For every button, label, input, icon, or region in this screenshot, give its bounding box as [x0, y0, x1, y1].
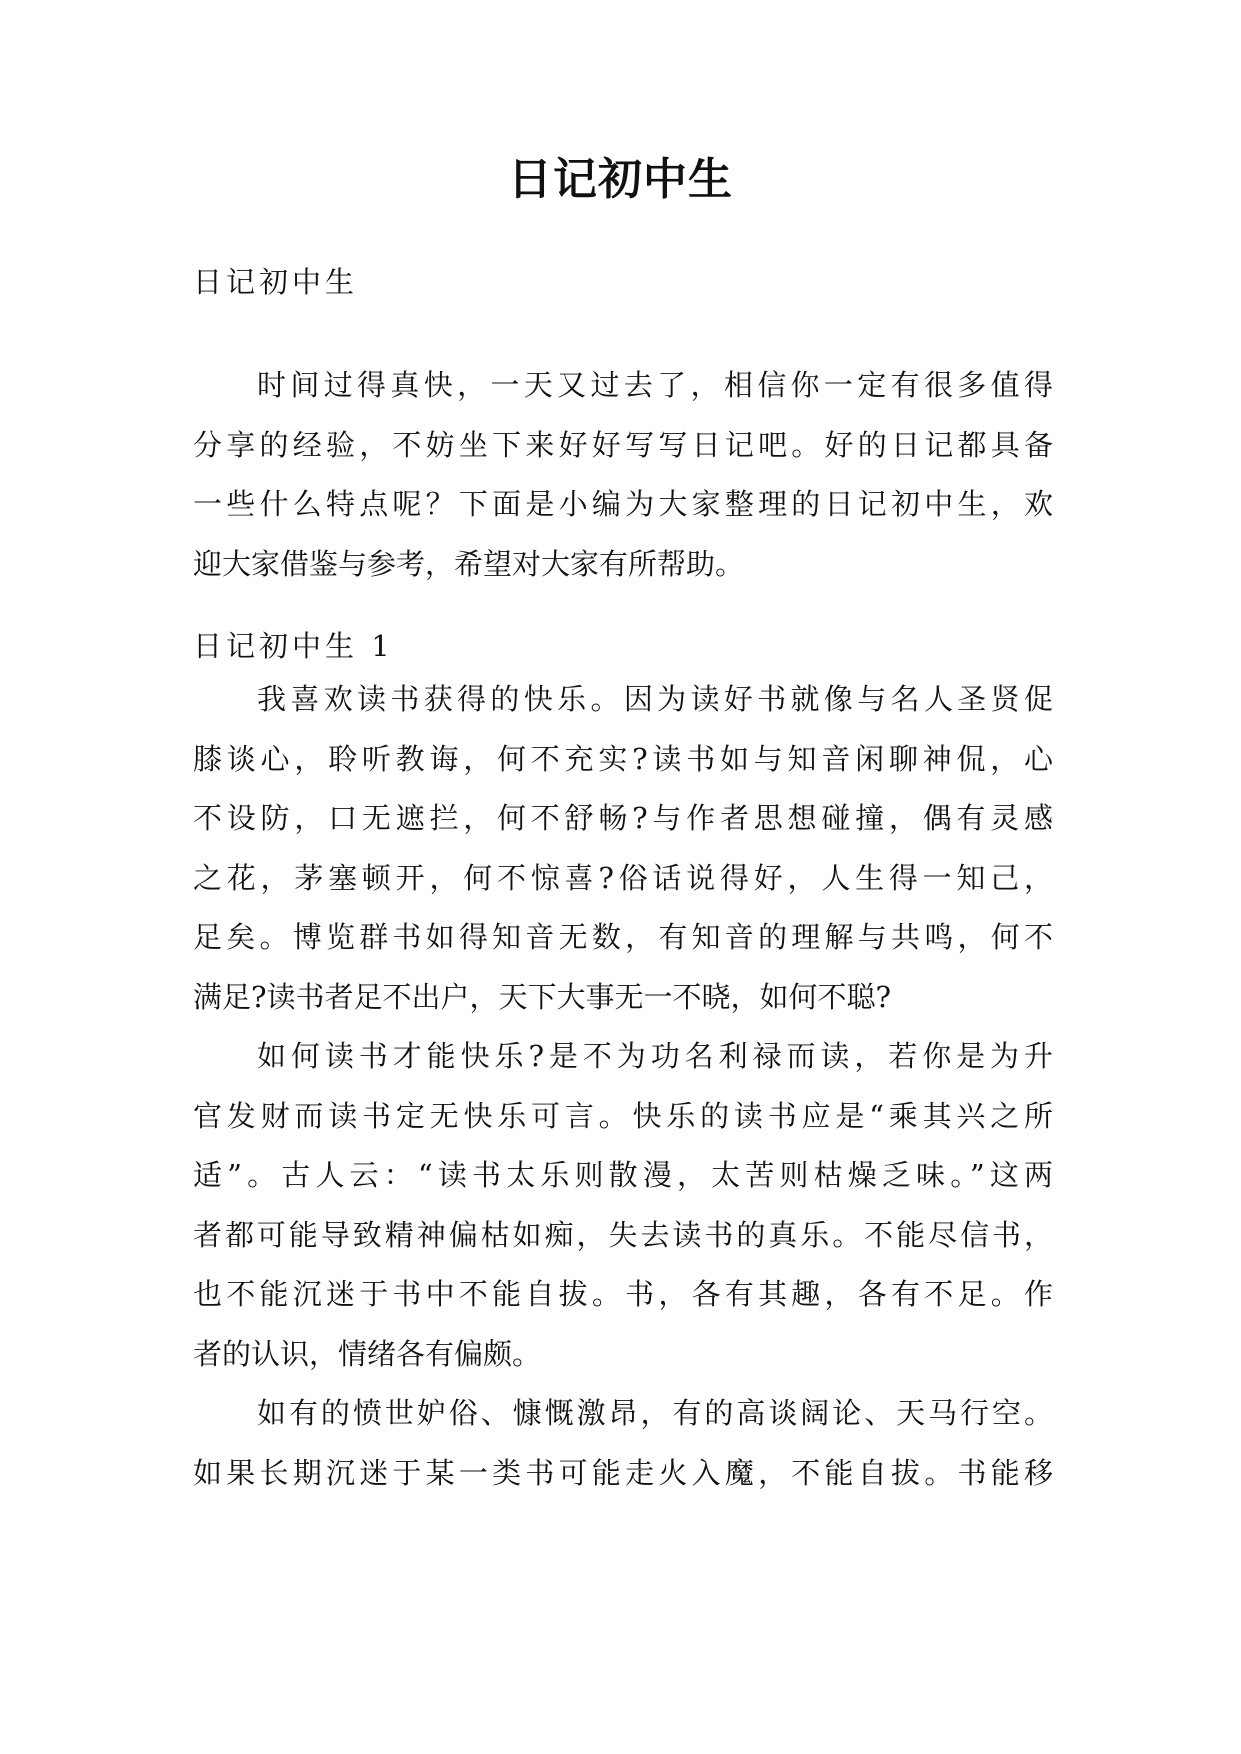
- paragraph-line: 如有的愤世妒俗、慷慨激昂，有的高谈阔论、天马行空。: [257, 1396, 1053, 1430]
- paragraph-3: [193, 1384, 1053, 1503]
- intro-line: 时间过得真快，一天又过去了，相信你一定有很多值得: [257, 368, 1053, 402]
- intro-line: 迎大家借鉴与参考，希望对大家有所帮助。: [193, 546, 745, 581]
- paragraph-line: 不设防，口无遮拦，何不舒畅?与作者思想碰撞，偶有灵感: [193, 801, 1053, 835]
- paragraph-line: 者的认识，情绪各有偏颇。: [193, 1336, 542, 1371]
- paragraph-line: 膝谈心，聆听教诲，何不充实?读书如与知音闲聊神侃，心: [193, 741, 1053, 776]
- intro-paragraph: [193, 356, 1053, 594]
- paragraph-line: 之花，茅塞顿开，何不惊喜?俗话说得好，人生得一知己，: [193, 860, 1053, 895]
- paragraph-line: 足矣。博览群书如得知音无数，有知音的理解与共鸣，何不: [193, 920, 1053, 954]
- paragraph-line: 我喜欢读书获得的快乐。因为读好书就像与名人圣贤促: [257, 682, 1053, 716]
- paragraph-line: 如果长期沉迷于某一类书可能走火入魔，不能自拔。书能移: [193, 1455, 1053, 1490]
- paragraph-1: [193, 670, 1053, 1027]
- intro-line: 一些什么特点呢？下面是小编为大家整理的日记初中生，欢: [193, 487, 1053, 521]
- paragraph-line: 者都可能导致精神偏枯如痴，失去读书的真乐。不能尽信书，: [193, 1217, 1053, 1252]
- paragraph-line: 如何读书才能快乐?是不为功名利禄而读，若你是为升: [257, 1039, 1053, 1073]
- paragraph-2: [193, 1027, 1053, 1384]
- paragraph-line: 满足?读书者足不出户，天下大事无一不晓，如何不聪?: [193, 979, 892, 1014]
- intro-line: 分享的经验，不妨坐下来好好写写日记吧。好的日记都具备: [193, 427, 1053, 462]
- paragraph-line: 官发财而读书定无快乐可言。快乐的读书应是“乘其兴之所: [193, 1098, 1053, 1133]
- paragraph-line: 适”。古人云：“读书太乐则散漫，太苦则枯燥乏味。”这两: [193, 1158, 1053, 1192]
- paragraph-line: 也不能沉迷于书中不能自拔。书，各有其趣，各有不足。作: [193, 1277, 1053, 1311]
- section-heading: 日记初中生 1: [193, 629, 394, 663]
- subtitle: 日记初中生: [193, 265, 359, 299]
- document-title: 日记初中生: [508, 154, 733, 205]
